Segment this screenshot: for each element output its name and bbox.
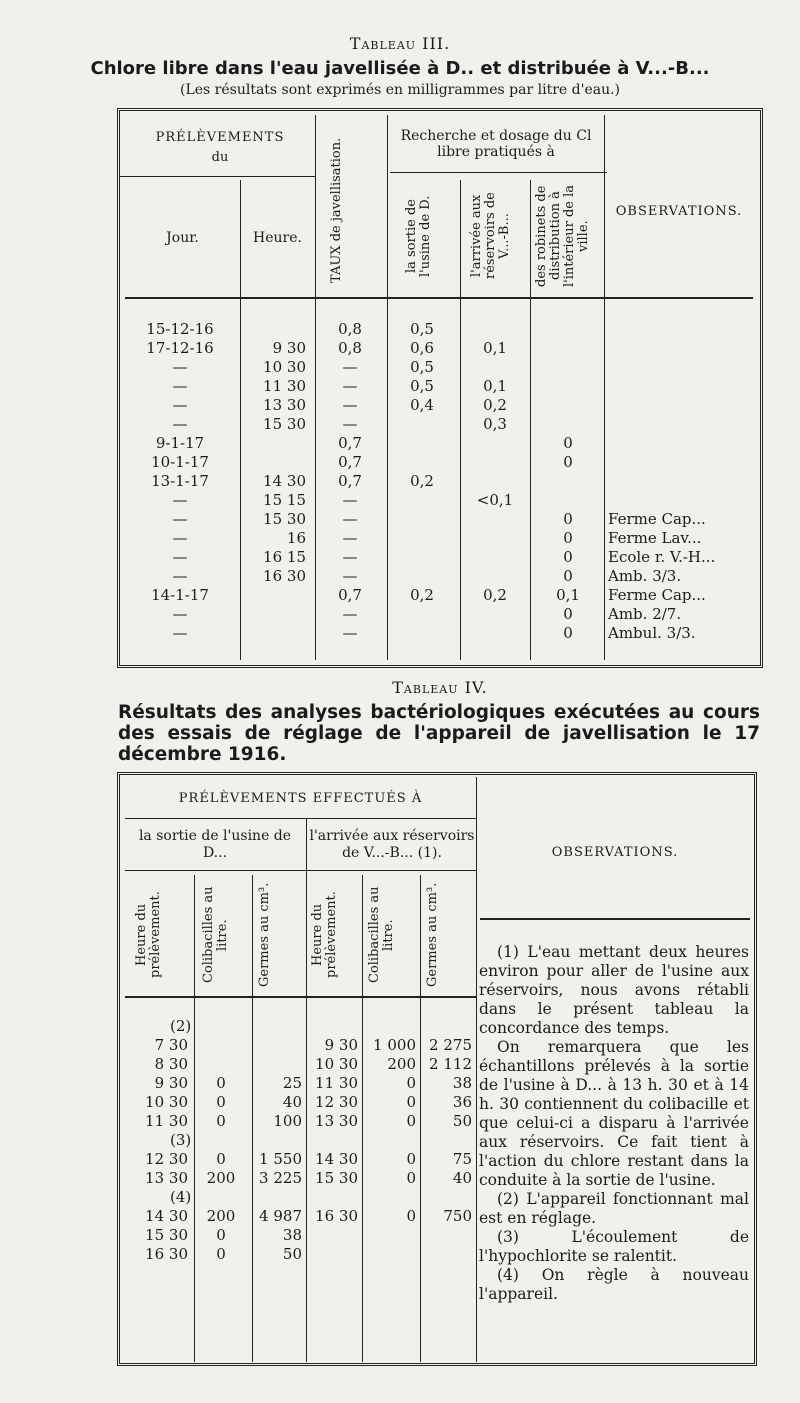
- t3-cell-arrivee: <0,1: [476, 491, 514, 509]
- t4-cell-g1: 3 225: [259, 1169, 302, 1187]
- t3-cell-obs: Ferme Cap...: [608, 510, 706, 528]
- t4-cell-g2: 50: [452, 1112, 472, 1130]
- t4-note: (3): [170, 1131, 192, 1149]
- t3-cell-jour: —: [172, 377, 188, 395]
- t3-header-sortie: la sortie de l'usine de D.: [404, 195, 433, 277]
- t3-cell-taux: —: [342, 396, 358, 414]
- t3-cell-obs: Amb. 3/3.: [608, 567, 682, 585]
- t4-cell-h2: 16 30: [315, 1207, 358, 1225]
- t3-cell-heure: 11 30: [263, 377, 306, 395]
- t3-cell-heure: 16 30: [263, 567, 306, 585]
- t4-cell-h1: 15 30: [145, 1226, 188, 1244]
- t3-cell-taux: —: [342, 377, 358, 395]
- t4-cell-g2: 750: [443, 1207, 472, 1225]
- t3-cell-arrivee: 0,1: [483, 339, 507, 357]
- t3-cell-heure: 9 30: [272, 339, 306, 357]
- t4-observations: [479, 943, 749, 1304]
- t3-header-taux: TAUX de javellisation.: [329, 137, 344, 283]
- t4-cell-h1: 8 30: [154, 1055, 188, 1073]
- t3-cell-heure: 13 30: [263, 396, 306, 414]
- t4-cell-h1: 14 30: [145, 1207, 188, 1225]
- t4-header-coli-1: Colibacilles au litre.: [201, 886, 230, 984]
- t3-cell-jour: 15-12-16: [146, 320, 214, 338]
- t3-cell-taux: —: [342, 358, 358, 376]
- t4-cell-c1: 0: [216, 1226, 226, 1244]
- t3-header-recherche: Recherche et dosage du Cl libre pratiqués à: [400, 128, 592, 160]
- t3-cell-jour: —: [172, 624, 188, 642]
- t4-note: (2): [170, 1017, 192, 1035]
- t4-cell-h1: 9 30: [154, 1074, 188, 1092]
- t3-cell-arrivee: 0,3: [483, 415, 507, 433]
- t4-header-heure-1: Heure du prélèvement.: [134, 891, 163, 979]
- t3-cell-taux: —: [342, 491, 358, 509]
- t4-cell-c2: 0: [406, 1112, 416, 1130]
- t4-cell-h1: 7 30: [154, 1036, 188, 1054]
- t4-cell-h1: 13 30: [145, 1169, 188, 1187]
- t3-cell-heure: 16 15: [263, 548, 306, 566]
- t3-cell-jour: —: [172, 529, 188, 547]
- t3-cell-taux: 0,7: [338, 472, 362, 490]
- t4-cell-h1: 10 30: [145, 1093, 188, 1111]
- t4-header-heure-2: Heure du prélèvement.: [310, 891, 339, 979]
- t3-cell-sortie: 0,5: [410, 377, 434, 395]
- t3-cell-heure: 10 30: [263, 358, 306, 376]
- t4-header-prelevements: PRÉLÈVEMENTS EFFECTUÉS À: [178, 791, 423, 806]
- t3-cell-robinets: 0: [563, 548, 573, 566]
- t4-cell-h1: 16 30: [145, 1245, 188, 1263]
- t3-cell-robinets: 0: [563, 510, 573, 528]
- t4-cell-h1: 11 30: [145, 1112, 188, 1130]
- t4-cell-c1: 0: [216, 1245, 226, 1263]
- t4-cell-c2: 0: [406, 1074, 416, 1092]
- t4-cell-g2: 2 275: [429, 1036, 472, 1054]
- t4-cell-g1: 1 550: [259, 1150, 302, 1168]
- t4-header-germes-2: Germes au cm³.: [425, 882, 440, 988]
- t3-cell-jour: —: [172, 415, 188, 433]
- t4-cell-h2: 14 30: [315, 1150, 358, 1168]
- t3-cell-taux: 0,7: [338, 453, 362, 471]
- table3-label: Tableau III.: [349, 34, 451, 53]
- t4-cell-c2: 0: [406, 1093, 416, 1111]
- t3-cell-taux: 0,7: [338, 586, 362, 604]
- t3-cell-taux: —: [342, 415, 358, 433]
- t4-cell-c1: 0: [216, 1093, 226, 1111]
- t4-cell-g2: 36: [452, 1093, 472, 1111]
- t3-cell-jour: 14-1-17: [151, 586, 209, 604]
- t3-cell-sortie: 0,4: [410, 396, 434, 414]
- t3-cell-arrivee: 0,2: [483, 586, 507, 604]
- t4-cell-c1: 200: [206, 1169, 236, 1187]
- t3-cell-heure: 15 15: [263, 491, 306, 509]
- t4-cell-h2: 10 30: [315, 1055, 358, 1073]
- t4-obs-para: (1) L'eau mettant deux heures environ pour aller de l'usine aux réservoirs, nous avons rétabli dans le présent tableau la concordance des temps.: [479, 943, 749, 1037]
- t3-cell-sortie: 0,2: [410, 472, 434, 490]
- t3-cell-robinets: 0,1: [556, 586, 580, 604]
- t3-cell-heure: 16: [286, 529, 306, 547]
- t3-cell-taux: —: [342, 548, 358, 566]
- t3-cell-taux: 0,7: [338, 434, 362, 452]
- t4-cell-g1: 25: [282, 1074, 302, 1092]
- t4-cell-c1: 0: [216, 1150, 226, 1168]
- t3-cell-heure: 15 30: [263, 510, 306, 528]
- t3-cell-heure: 15 30: [263, 415, 306, 433]
- t3-cell-jour: —: [172, 491, 188, 509]
- t4-cell-c2: 0: [406, 1169, 416, 1187]
- t3-cell-robinets: 0: [563, 453, 573, 471]
- t4-cell-g2: 40: [452, 1169, 472, 1187]
- t4-cell-h2: 13 30: [315, 1112, 358, 1130]
- t4-cell-c2: 0: [406, 1150, 416, 1168]
- t3-cell-jour: 9-1-17: [155, 434, 205, 452]
- t3-cell-taux: —: [342, 567, 358, 585]
- t3-cell-taux: —: [342, 624, 358, 642]
- t4-header-observations: OBSERVATIONS.: [551, 845, 679, 860]
- t4-cell-g1: 38: [282, 1226, 302, 1244]
- t3-cell-jour: 10-1-17: [151, 453, 209, 471]
- t4-cell-g1: 40: [282, 1093, 302, 1111]
- t4-cell-c1: 200: [206, 1207, 236, 1225]
- t3-cell-taux: —: [342, 605, 358, 623]
- t4-obs-para: (3) L'écoulement de l'hypochlorite se ralentit.: [479, 1228, 749, 1265]
- t3-header-du: du: [211, 150, 229, 165]
- t3-cell-taux: —: [342, 510, 358, 528]
- t4-cell-g2: 38: [452, 1074, 472, 1092]
- t3-header-arrivee: l'arrivée aux réservoirs de V...-B...: [469, 192, 512, 280]
- t3-cell-sortie: 0,6: [410, 339, 434, 357]
- t4-header-arrivee: l'arrivée aux réservoirs de V...-B... (1).: [309, 828, 475, 861]
- t3-cell-obs: Ambul. 3/3.: [608, 624, 696, 642]
- t3-cell-robinets: 0: [563, 434, 573, 452]
- t3-cell-robinets: 0: [563, 624, 573, 642]
- t3-cell-jour: —: [172, 567, 188, 585]
- t4-header-germes-1: Germes au cm³.: [257, 882, 272, 988]
- t3-cell-heure: 14 30: [263, 472, 306, 490]
- t4-cell-c2: 1 000: [373, 1036, 416, 1054]
- t4-note: (4): [170, 1188, 192, 1206]
- t3-cell-jour: —: [172, 605, 188, 623]
- t3-cell-robinets: 0: [563, 529, 573, 547]
- t3-cell-jour: —: [172, 396, 188, 414]
- t3-cell-jour: —: [172, 358, 188, 376]
- t3-header-jour: Jour.: [166, 230, 199, 246]
- t4-cell-h2: 15 30: [315, 1169, 358, 1187]
- t4-header-sortie: la sortie de l'usine de D...: [138, 828, 292, 861]
- t4-cell-g1: 100: [273, 1112, 302, 1130]
- table4-title: Résultats des analyses bactériologiques exécutées au cours des essais de réglage de l'appareil de javellisation le 17 décembre 1916.: [118, 702, 760, 765]
- t3-header-observations: OBSERVATIONS.: [615, 204, 743, 219]
- t4-cell-c1: 0: [216, 1112, 226, 1130]
- t3-cell-sortie: 0,5: [410, 358, 434, 376]
- t3-cell-taux: 0,8: [338, 339, 362, 357]
- t3-cell-taux: 0,8: [338, 320, 362, 338]
- t3-cell-obs: Ferme Lav...: [608, 529, 702, 547]
- table4-label: Tableau IV.: [392, 678, 488, 697]
- t3-header-prelevements: PRÉLÈVEMENTS: [155, 130, 285, 145]
- t3-cell-obs: Amb. 2/7.: [608, 605, 682, 623]
- t3-cell-sortie: 0,2: [410, 586, 434, 604]
- t3-header-heure: Heure.: [253, 230, 302, 246]
- t4-cell-g1: 50: [282, 1245, 302, 1263]
- table3-subtitle: (Les résultats sont exprimés en milligrammes par litre d'eau.): [179, 82, 621, 98]
- t3-cell-obs: Ferme Cap...: [608, 586, 706, 604]
- t3-cell-arrivee: 0,1: [483, 377, 507, 395]
- t4-cell-h2: 9 30: [324, 1036, 358, 1054]
- t4-header-coli-2: Colibacilles au litre.: [367, 886, 396, 984]
- t3-cell-jour: 13-1-17: [151, 472, 209, 490]
- t3-cell-jour: —: [172, 510, 188, 528]
- t4-cell-h2: 12 30: [315, 1093, 358, 1111]
- t3-cell-sortie: 0,5: [410, 320, 434, 338]
- table3-title: Chlore libre dans l'eau javellisée à D.. et distribuée à V...-B...: [90, 58, 710, 79]
- t4-cell-g2: 75: [452, 1150, 472, 1168]
- t4-cell-c2: 0: [406, 1207, 416, 1225]
- t3-cell-obs: Ecole r. V.-H...: [608, 548, 716, 566]
- t3-cell-arrivee: 0,2: [483, 396, 507, 414]
- t3-cell-jour: —: [172, 548, 188, 566]
- t4-cell-g2: 2 112: [429, 1055, 472, 1073]
- t4-cell-g1: 4 987: [259, 1207, 302, 1225]
- t3-cell-robinets: 0: [563, 567, 573, 585]
- t3-cell-jour: 17-12-16: [146, 339, 214, 357]
- t4-cell-c1: 0: [216, 1074, 226, 1092]
- t3-header-robinets: des robinets de distribution à l'intérieur de la ville.: [534, 184, 591, 288]
- t3-cell-robinets: 0: [563, 605, 573, 623]
- t4-cell-c2: 200: [387, 1055, 416, 1073]
- t4-obs-para: (2) L'appareil fonctionnant mal est en réglage.: [479, 1190, 749, 1227]
- t4-obs-para: On remarquera que les échantillons prélevés à la sortie de l'usine à D... à 13 h. 30 et à 14 h. 30 contiennent du colibacille et que celui-ci a disparu à l'arrivée aux réservoirs. Ce fait tient à l'action du chlore restant dans la conduite à la sortie de l'usine.: [479, 1038, 749, 1189]
- t3-cell-taux: —: [342, 529, 358, 547]
- t4-cell-h2: 11 30: [315, 1074, 358, 1092]
- t4-obs-para: (4) On règle à nouveau l'appareil.: [479, 1266, 749, 1303]
- t4-cell-h1: 12 30: [145, 1150, 188, 1168]
